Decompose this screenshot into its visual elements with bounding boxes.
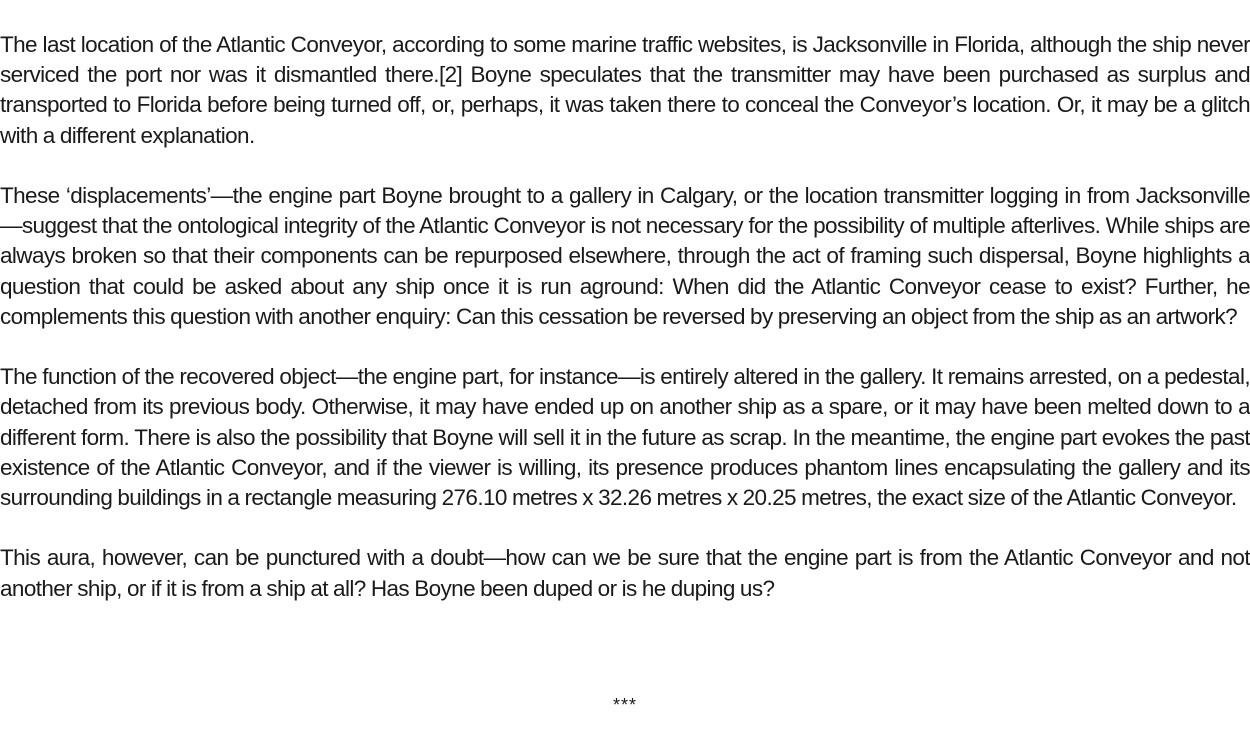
paragraph-aura-doubt: This aura, however, can be punctured with a doubt—how can we be sure that the engine part is from the Atlantic Conveyor and not another ship, or if it is from a ship at all? Has Boyne been duped or is he duping us? bbox=[0, 545, 1250, 601]
article-body bbox=[0, 30, 1250, 634]
paragraph-recovered-object: The function of the recovered object—the engine part, for instance—is entirely altered in the gallery. It remains arrested, on a pedestal, detached from its previous body. Otherwise, it may have ended up on another ship as a spare, or it may have been melted down to a different form. There is also the possibility that Boyne will sell it in the future as scrap. In the meantime, the engine part evokes the past existence of the Atlantic Conveyor, and if the viewer is willing, its presence produces phantom lines encapsulating the gallery and its surrounding buildings in a rectangle measuring 276.10 metres x 32.26 metres x 20.25 metres, the exact size of the Atlantic Conveyor. bbox=[0, 364, 1250, 511]
paragraph-displacements: These ‘displacements’—the engine part Boyne brought to a gallery in Calgary, or the location transmitter logging in from Jacksonville—suggest that the ontological integrity of the Atlantic Conveyor is not necessary for the possibility of multiple afterlives. While ships are always broken so that their components can be repurposed elsewhere, through the act of framing such dispersal, Boyne highlights a question that could be asked about any ship once it is run aground: When did the Atlantic Conveyor cease to exist? Further, he complements this question with another enquiry: Can this cessation be reversed by preserving an object from the ship as an artwork? bbox=[0, 183, 1250, 329]
paragraph-last-location: The last location of the Atlantic Conveyor, according to some marine traffic websites, is Jacksonville in Florida, although the ship never serviced the port nor was it dismantled there.[2] Boyne speculates that the transmitter may have been purchased as surplus and transported to Florida before being turned off, or, perhaps, it was taken there to conceal the Conveyor’s location. Or, it may be a glitch with a different explanation. bbox=[0, 32, 1250, 148]
section-separator: *** bbox=[612, 695, 637, 715]
